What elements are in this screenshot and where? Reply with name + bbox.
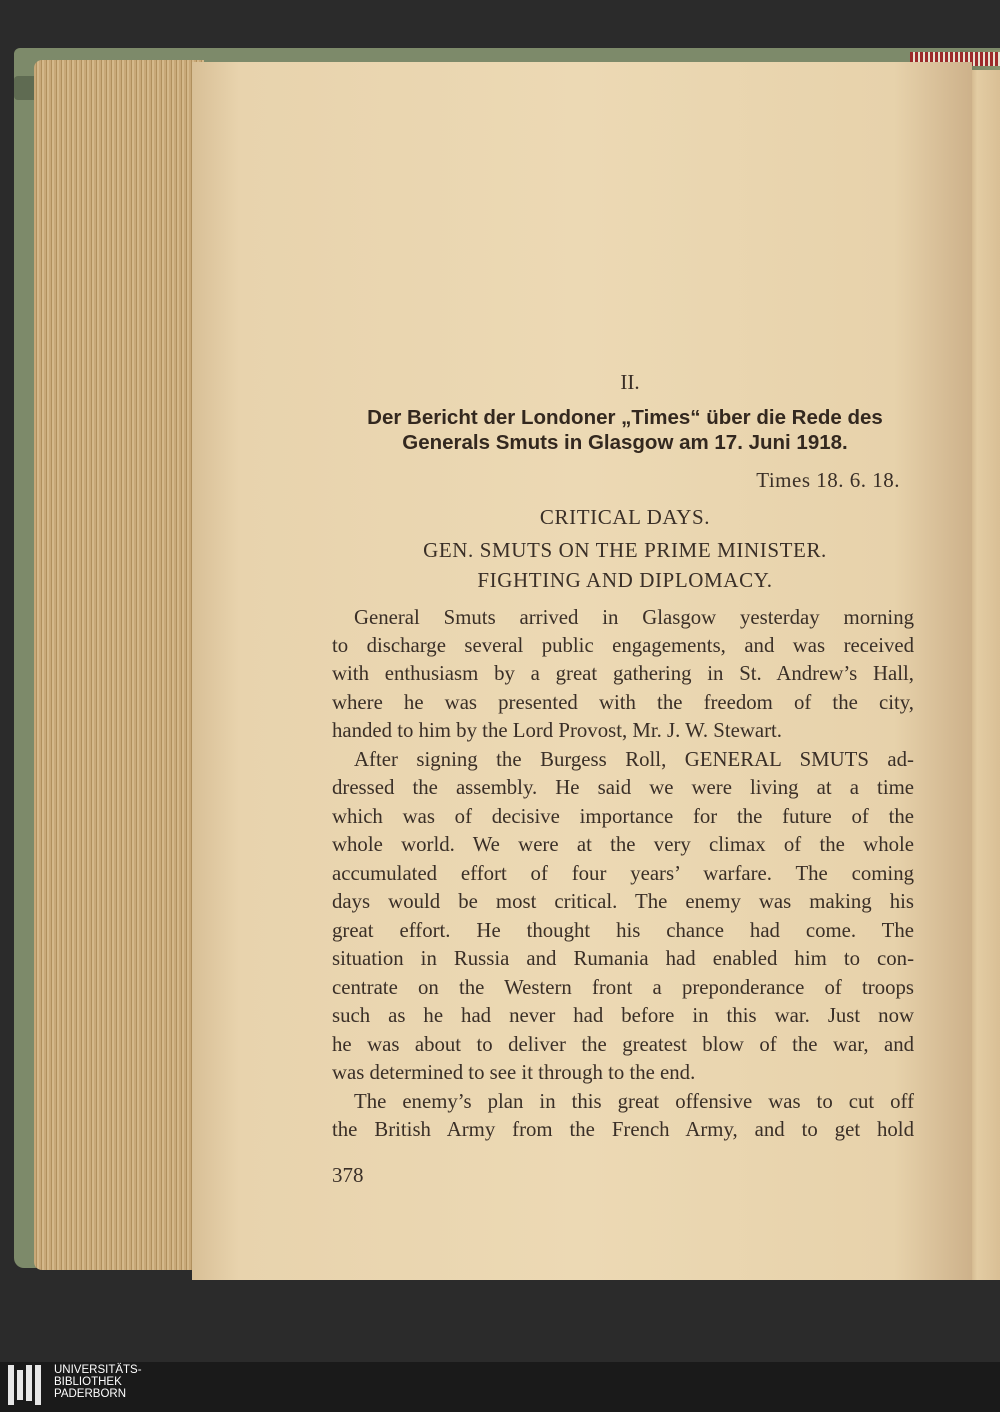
source-citation: Times 18. 6. 18. xyxy=(756,468,900,492)
page-stack-edge xyxy=(34,60,204,1270)
library-name-line-1: UNIVERSITÄTS- xyxy=(54,1364,142,1376)
footer-bar xyxy=(0,1362,1000,1412)
body-line: centrate on the Western front a preponderance of troops xyxy=(332,976,914,999)
body-line: which was of decisive importance for the future of the xyxy=(332,805,914,828)
body-line: whole world. We were at the very climax of the whole xyxy=(332,833,914,856)
section-heading-line-2: Generals Smuts in Glasgow am 17. Juni 1918. xyxy=(402,431,848,454)
body-line: the British Army from the French Army, and to get hold xyxy=(332,1118,914,1141)
body-line: with enthusiasm by a great gathering in St. Andrew’s Hall, xyxy=(332,662,914,685)
body-line: The enemy’s plan in this great offensive was to cut off xyxy=(354,1090,914,1113)
body-line: great effort. He thought his chance had come. The xyxy=(332,919,914,942)
body-line: such as he had never had before in this war. Just now xyxy=(332,1004,914,1027)
library-logo-icon xyxy=(8,1365,48,1405)
section-number: II. xyxy=(620,370,640,394)
article-subheadline: GEN. SMUTS ON THE PRIME MINISTER. xyxy=(423,538,827,562)
body-line: accumulated effort of four years’ warfare. The coming xyxy=(332,862,914,885)
library-name-line-3: PADERBORN xyxy=(54,1388,126,1400)
body-line: days would be most critical. The enemy was making his xyxy=(332,890,914,913)
section-heading-line-1: Der Bericht der Londoner „Times“ über die Rede des xyxy=(367,406,883,429)
body-line: was determined to see it through to the end. xyxy=(332,1061,696,1084)
body-line: where he was presented with the freedom of the city, xyxy=(332,691,914,714)
page-number: 378 xyxy=(332,1163,364,1187)
body-line: After signing the Burgess Roll, GENERAL SMUTS ad- xyxy=(354,748,914,771)
body-line: handed to him by the Lord Provost, Mr. J. W. Stewart. xyxy=(332,719,782,742)
library-name-line-2: BIBLIOTHEK xyxy=(54,1376,122,1388)
body-line: situation in Russia and Rumania had enabled him to con- xyxy=(332,947,914,970)
body-line: dressed the assembly. He said we were living at a time xyxy=(332,776,914,799)
body-line: General Smuts arrived in Glasgow yesterday morning xyxy=(354,606,914,629)
article-headline: CRITICAL DAYS. xyxy=(539,505,711,529)
body-line: to discharge several public engagements, and was received xyxy=(332,634,914,657)
article-subheadline-2: FIGHTING AND DIPLOMACY. xyxy=(477,568,773,592)
body-line: he was about to deliver the greatest blow of the war, and xyxy=(332,1033,914,1056)
